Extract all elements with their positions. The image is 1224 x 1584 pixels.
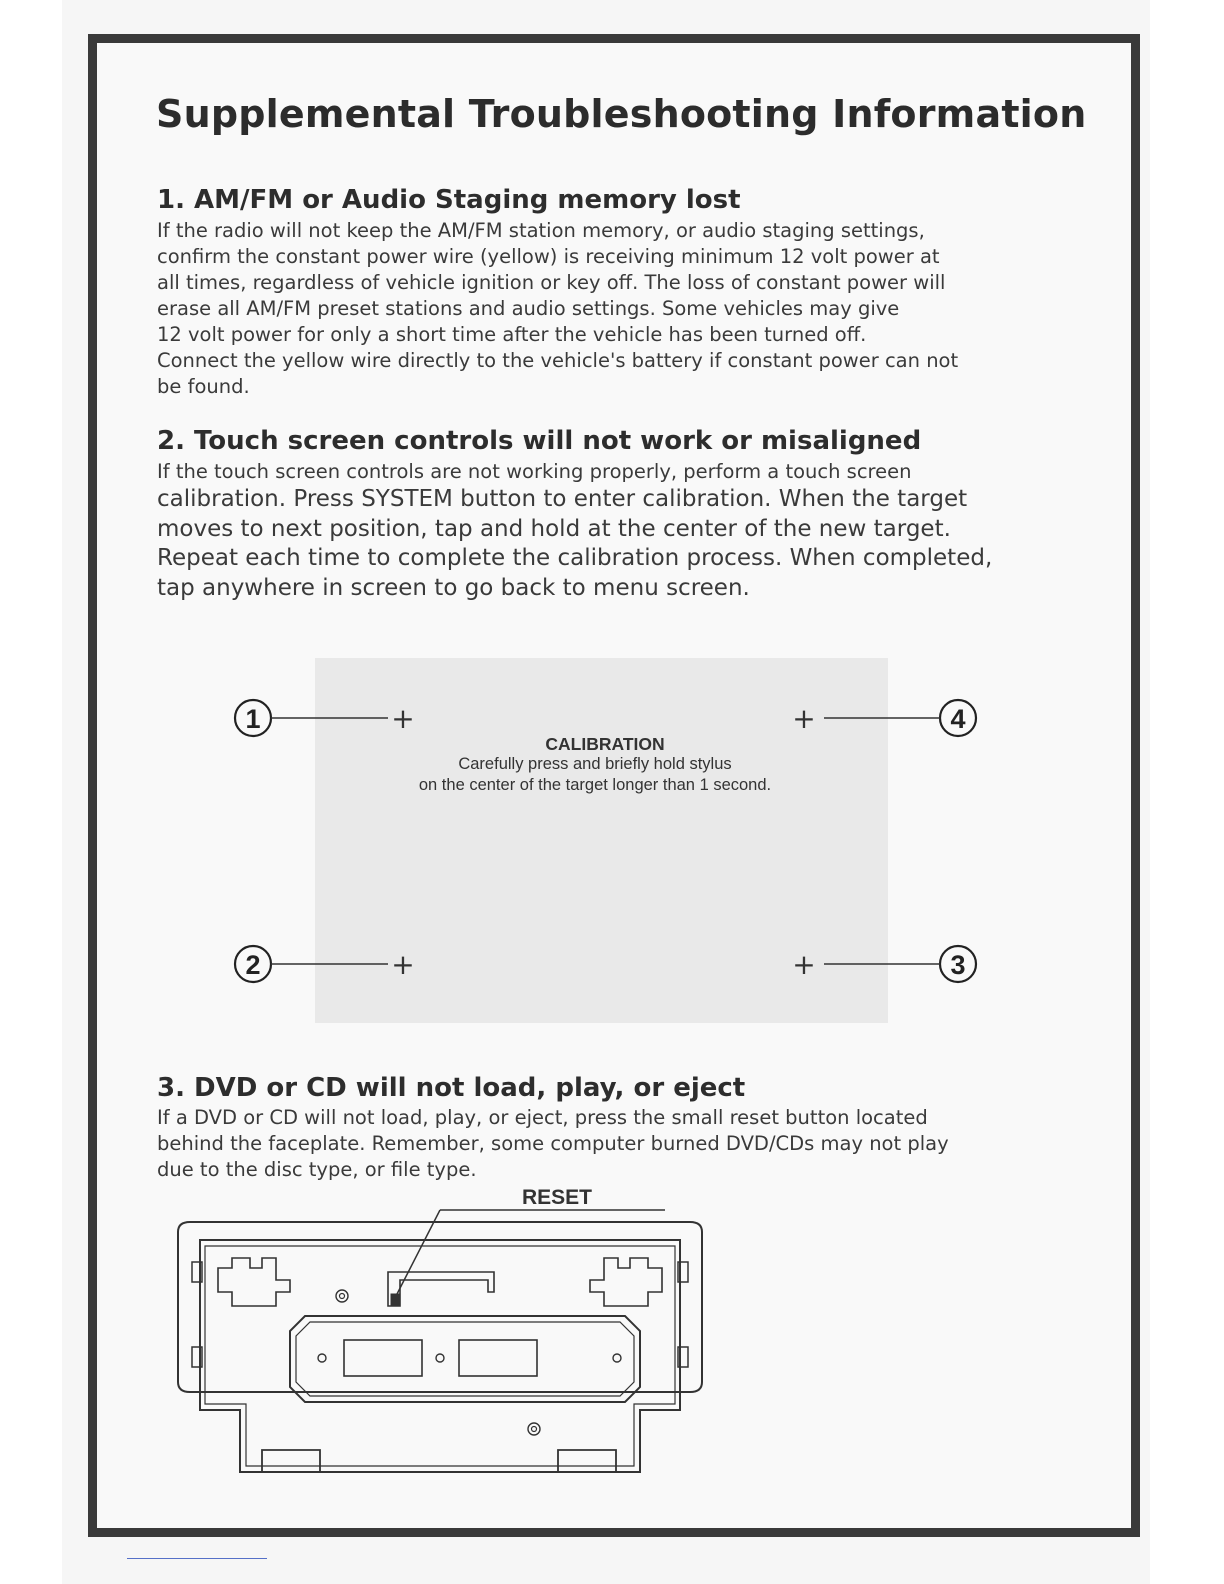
- marker-2-label: 2: [245, 950, 261, 980]
- section-1-line: be found.: [157, 375, 250, 398]
- calibration-instruction: on the center of the target longer than 1 second.: [418, 776, 772, 794]
- section-3-line: If a DVD or CD will not load, play, or eject, press the small reset button located: [157, 1106, 928, 1129]
- section-1-line: 12 volt power for only a short time after the vehicle has been turned off.: [157, 323, 867, 346]
- section-1-line: confirm the constant power wire (yellow) is receiving minimum 12 volt power at: [157, 245, 940, 268]
- section-1-line: erase all AM/FM preset stations and audio settings. Some vehicles may give: [157, 297, 900, 320]
- section-3-line: behind the faceplate. Remember, some computer burned DVD/CDs may not play: [157, 1132, 949, 1155]
- target-crosshair: +: [792, 948, 816, 981]
- reset-label: RESET: [522, 1186, 593, 1209]
- section-2-line: calibration. Press SYSTEM button to enter calibration. When the target: [157, 486, 968, 512]
- calibration-instruction: Carefully press and briefly hold stylus: [458, 755, 732, 773]
- faceplate-outline: [178, 1222, 702, 1392]
- display-panel: [290, 1316, 640, 1402]
- left-mount-bracket: [218, 1258, 290, 1306]
- section-1-heading: 1. AM/FM or Audio Staging memory lost: [157, 185, 741, 215]
- footer-rule: [127, 1558, 267, 1559]
- section-2-line: moves to next position, tap and hold at the center of the new target.: [157, 515, 951, 542]
- section-1-line: If the radio will not keep the AM/FM station memory, or audio staging settings,: [157, 219, 925, 242]
- section-3-heading: 3. DVD or CD will not load, play, or eject: [157, 1073, 746, 1103]
- section-2-line: If the touch screen controls are not working properly, perform a touch screen: [157, 460, 912, 483]
- section-1-line: Connect the yellow wire directly to the vehicle's battery if constant power can not: [157, 349, 959, 372]
- target-crosshair: +: [391, 948, 415, 981]
- section-3-line: due to the disc type, or file type.: [157, 1158, 477, 1181]
- page-title: Supplemental Troubleshooting Information: [156, 92, 1087, 136]
- disc-slot: [388, 1272, 494, 1306]
- marker-4-label: 4: [950, 704, 966, 734]
- target-crosshair: +: [792, 702, 816, 735]
- reset-button: [391, 1294, 399, 1306]
- target-crosshair: +: [391, 702, 415, 735]
- chassis-body: [200, 1240, 680, 1472]
- marker-1-label: 1: [245, 704, 261, 734]
- section-2-line: tap anywhere in screen to go back to menu screen.: [157, 574, 750, 601]
- section-2-line: Repeat each time to complete the calibration process. When completed,: [157, 545, 993, 571]
- right-mount-bracket: [590, 1258, 662, 1306]
- marker-3-label: 3: [950, 950, 966, 980]
- calibration-title: CALIBRATION: [545, 734, 665, 754]
- section-2-heading: 2. Touch screen controls will not work or misaligned: [157, 426, 922, 456]
- section-1-line: all times, regardless of vehicle ignition or key off. The loss of constant power will: [157, 271, 946, 294]
